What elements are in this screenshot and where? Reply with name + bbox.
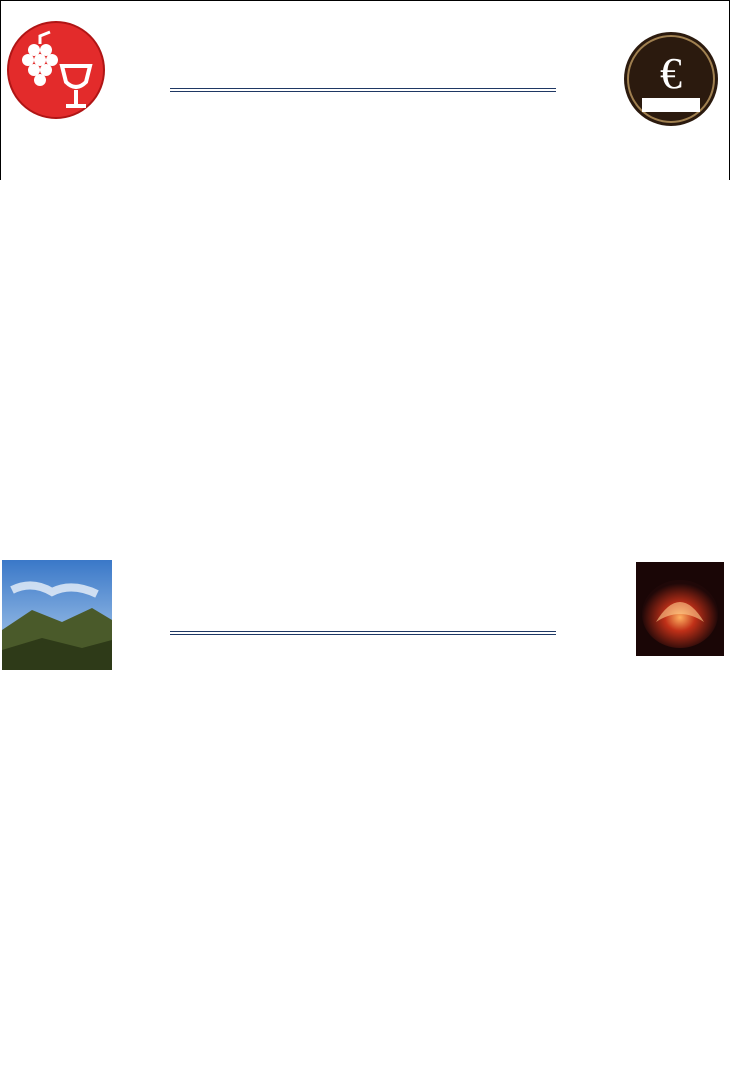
subs-label <box>0 395 730 411</box>
match-header <box>0 0 730 180</box>
svg-text:€: € <box>660 49 682 98</box>
header-divider <box>170 631 556 632</box>
header-divider <box>170 91 556 92</box>
subs-label <box>0 937 730 953</box>
hollywood-logo-icon <box>2 560 112 670</box>
euro-remont-logo-icon <box>622 30 720 128</box>
match-card-2 <box>0 560 730 1079</box>
fantasy-logo-icon <box>636 562 724 656</box>
wine-logo-icon <box>6 20 106 120</box>
header-divider <box>170 634 556 635</box>
header-divider <box>170 88 556 89</box>
